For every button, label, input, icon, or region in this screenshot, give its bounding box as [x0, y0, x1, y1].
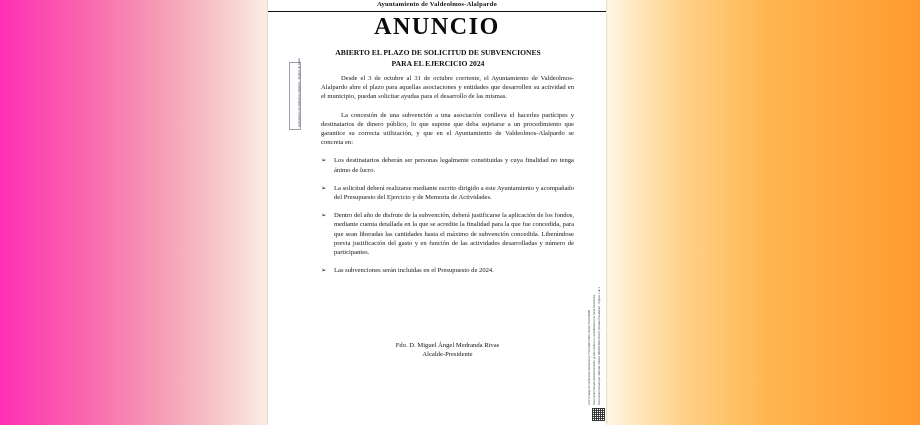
paragraph-2: La concesión de una subvención a una asociación conlleva el hacerles partícipes y destinatarios de dinero público, lo que supone que deba sujetarse a un procedimiento que garantice su correcta utilización, y que en el Ayuntamiento de Valdeolmos-Alalpardo se concreta en: [321, 111, 574, 147]
bullet-arrow-icon: ➢ [321, 267, 327, 275]
qr-code-icon [592, 408, 605, 421]
list-item [321, 266, 574, 275]
header-entity-name: Ayuntamiento de Valdeolmos-Alalpardo [377, 1, 497, 8]
list-item-text: Dentro del año de disfrute de la subvención, deberá justificarse la aplicación de los fondos, mediante cuenta detallada en la que se acredite la finalidad para la que fue concedida, para que sean liberadas las cantidades hasta el máximo de subvención concedida. Liberándose previa justificación del gasto y en función de las actividades desarrolladas y número de participantes. [334, 212, 574, 257]
document-header [268, 0, 606, 12]
signature-block [321, 341, 574, 359]
verification-signer-text: Documento firmado por: MIGUEL ANGEL MEDRANDA RIVAS (Alcalde-Presidente) · Página 1 de 1 [598, 286, 601, 405]
subtitle-line-2: PARA EL EJERCICIO 2024 [391, 59, 485, 68]
document-subtitle [302, 47, 574, 69]
registry-stamp [289, 58, 301, 130]
signatory-name: Fdo. D. Miguel Ángel Medranda Rivas [395, 342, 500, 349]
page-title: ANUNCIO [374, 14, 500, 40]
verification-csv-text: CSV (Código de Verificación Electrónica): ITXA3QW7VWCLHGAIHTJHKA98D5 [588, 309, 591, 405]
paragraph-1: Desde el 3 de octubre al 31 de octubre corriente, el Ayuntamiento de Valdeolmos-Alalpardo abre el plazo para aquellas asociaciones y entidades que desarrollen su actividad en el municipio, puedan solicitar ayudas para el desarrollo de las mismas. [321, 75, 574, 101]
verification-notice-text: Documento firmado electrónicamente, puede verificar su autenticidad en la Sede Electrónica [593, 294, 596, 405]
list-item [321, 156, 574, 174]
document-body [321, 74, 574, 284]
bullet-arrow-icon: ➢ [321, 212, 327, 220]
signatory-role: Alcalde-Presidente [422, 351, 473, 358]
list-item [321, 184, 574, 202]
document-page [268, 0, 606, 425]
bullet-arrow-icon: ➢ [321, 184, 327, 192]
bullet-arrow-icon: ➢ [321, 157, 327, 165]
subtitle-line-1: ABIERTO EL PLAZO DE SOLICITUD DE SUBVENCIONES [335, 48, 541, 57]
list-item-text: Las subvenciones serán incluidas en el Presupuesto de 2024. [334, 267, 494, 275]
requirements-list [321, 156, 574, 275]
verification-strip [586, 255, 600, 405]
list-item-text: La solicitud deberá realizarse mediante escrito dirigido a este Ayuntamiento y acompañado del Presupuesto del Ejercicio y de Memoria de Actividades. [334, 184, 574, 202]
registry-stamp-text: Ayuntamiento de Valdeolmos-Alalpardo · Registro de Salida [298, 58, 301, 127]
list-item [321, 211, 574, 257]
list-item-text: Los destinatarios deberán ser personas legalmente constituidas y cuya finalidad no tenga ánimo de lucro. [334, 157, 574, 174]
page-content [268, 0, 606, 425]
